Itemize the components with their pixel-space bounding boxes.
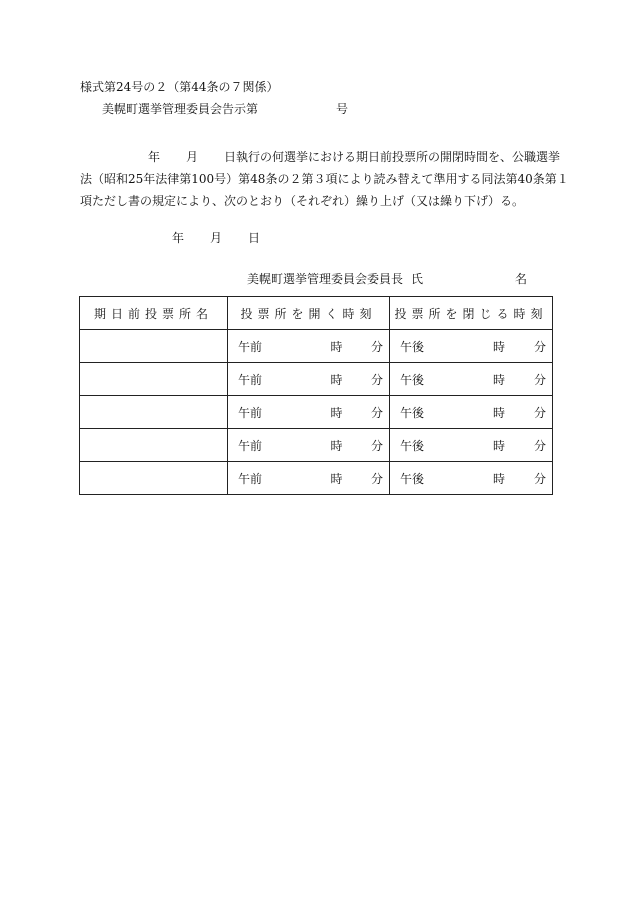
table-row — [80, 330, 553, 363]
close-minute: 分 — [533, 405, 546, 420]
notice-body — [80, 146, 569, 212]
close-hour: 時 — [492, 438, 505, 453]
table-header-row — [80, 297, 553, 330]
open-period: 午前 — [238, 405, 263, 420]
close-hour: 時 — [492, 339, 505, 354]
close-period: 午後 — [400, 339, 425, 354]
body-year: 年 — [148, 150, 161, 164]
open-minute: 分 — [370, 372, 383, 387]
notice-suffix: 号 — [336, 102, 349, 116]
close-period: 午後 — [400, 405, 425, 420]
close-hour: 時 — [492, 405, 505, 420]
signature-mei: 名 — [515, 272, 528, 286]
open-time-cell — [228, 396, 390, 429]
polling-place-cell — [80, 396, 228, 429]
header-close-time: 投票所を閉じる時刻 — [390, 297, 553, 330]
open-hour: 時 — [330, 405, 343, 420]
body-line-2: 法（昭和25年法律第100号）第48条の２第３項により読み替えて準用する同法第40条第１ — [80, 172, 569, 186]
open-hour: 時 — [330, 372, 343, 387]
close-time-cell — [390, 462, 553, 495]
date-line — [172, 230, 260, 246]
date-day: 日 — [248, 231, 261, 245]
close-minute: 分 — [533, 471, 546, 486]
polling-hours-table — [79, 296, 553, 495]
table-row — [80, 363, 553, 396]
close-time-cell — [390, 330, 553, 363]
signature-shi: 氏 — [411, 272, 424, 286]
polling-place-cell — [80, 363, 228, 396]
close-minute: 分 — [533, 372, 546, 387]
open-minute: 分 — [370, 438, 383, 453]
date-month: 月 — [210, 231, 223, 245]
table-row — [80, 462, 553, 495]
body-line-1-rest: 日執行の何選挙における期日前投票所の開閉時間を、公職選挙 — [224, 150, 561, 164]
form-number: 様式第24号の２（第44条の７関係） — [80, 80, 279, 94]
notice-number-line — [102, 101, 348, 117]
open-hour: 時 — [330, 339, 343, 354]
close-minute: 分 — [533, 438, 546, 453]
notice-prefix: 美幌町選挙管理委員会告示第 — [102, 102, 259, 116]
open-minute: 分 — [370, 405, 383, 420]
header-polling-place: 期日前投票所名 — [80, 297, 228, 330]
open-period: 午前 — [238, 339, 263, 354]
open-time-cell — [228, 363, 390, 396]
date-year: 年 — [172, 231, 185, 245]
close-time-cell — [390, 429, 553, 462]
open-minute: 分 — [370, 339, 383, 354]
close-time-cell — [390, 363, 553, 396]
signature-title: 美幌町選挙管理委員会委員長 — [247, 272, 404, 286]
open-period: 午前 — [238, 372, 263, 387]
body-line-1 — [80, 146, 560, 168]
polling-place-cell — [80, 429, 228, 462]
open-hour: 時 — [330, 438, 343, 453]
close-time-cell — [390, 396, 553, 429]
polling-place-cell — [80, 462, 228, 495]
close-hour: 時 — [492, 372, 505, 387]
signature-line — [247, 271, 527, 287]
close-minute: 分 — [533, 339, 546, 354]
open-hour: 時 — [330, 471, 343, 486]
close-period: 午後 — [400, 372, 425, 387]
open-time-cell — [228, 330, 390, 363]
close-period: 午後 — [400, 471, 425, 486]
open-period: 午前 — [238, 438, 263, 453]
header-open-time: 投票所を開く時刻 — [228, 297, 390, 330]
table-row — [80, 396, 553, 429]
open-period: 午前 — [238, 471, 263, 486]
open-time-cell — [228, 429, 390, 462]
close-period: 午後 — [400, 438, 425, 453]
body-month: 月 — [186, 150, 199, 164]
table-row — [80, 429, 553, 462]
polling-place-cell — [80, 330, 228, 363]
close-hour: 時 — [492, 471, 505, 486]
body-line-3: 項ただし書の規定により、次のとおり（それぞれ）繰り上げ（又は繰り下げ）る。 — [80, 194, 525, 208]
open-minute: 分 — [370, 471, 383, 486]
open-time-cell — [228, 462, 390, 495]
